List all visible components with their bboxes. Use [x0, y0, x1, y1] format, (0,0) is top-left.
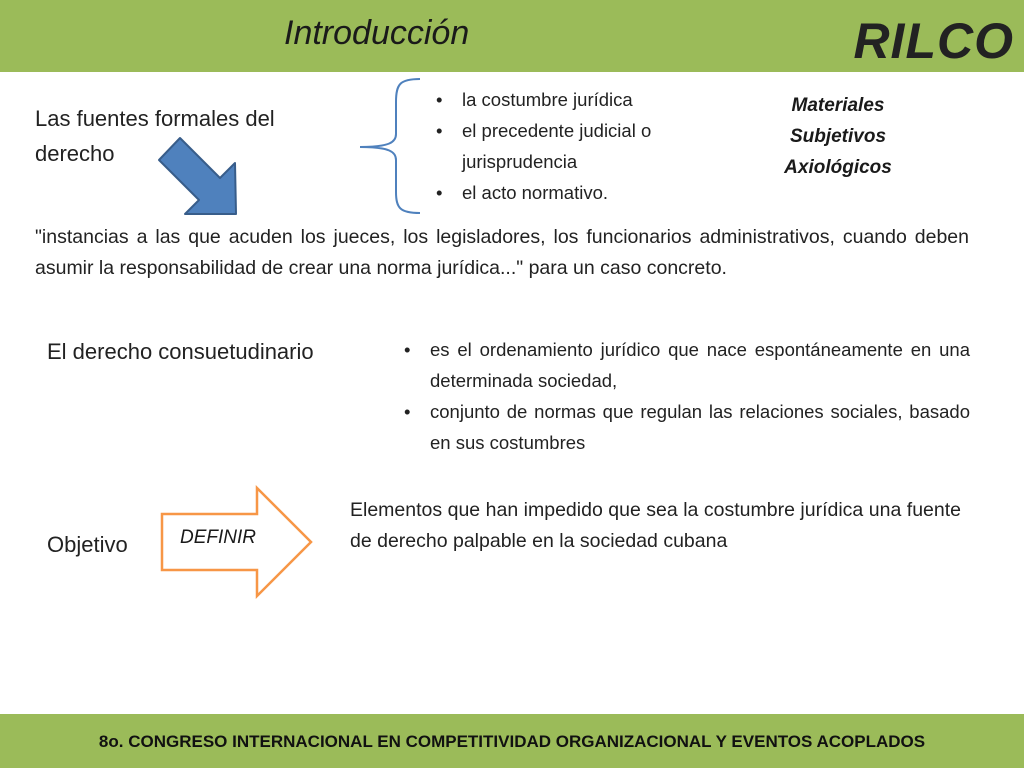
list-item: • el acto normativo. [428, 177, 728, 208]
down-right-arrow-icon [150, 130, 250, 225]
header-bar [0, 0, 1024, 72]
consuetudinario-title: El derecho consuetudinario [47, 339, 314, 364]
fuentes-tipos [758, 90, 918, 183]
footer-text: 8o. CONGRESO INTERNACIONAL EN COMPETITIVIDAD ORGANIZACIONAL Y EVENTOS ACOPLADOS [98, 732, 926, 751]
objetivo-text: Elementos que han impedido que sea la costumbre jurídica una fuente de derecho palpable en la sociedad cubana [350, 499, 961, 552]
definir-label: DEFINIR [180, 527, 256, 548]
tipo-materiales: Materiales [791, 95, 885, 116]
fuentes-list [428, 84, 728, 208]
fuentes-quote: "instancias a las que acuden los jueces, los legisladores, los funcionarios administrativos, cuando deben asumir la responsabilidad de crear una norma jurídica..." para un caso concreto. [35, 226, 969, 279]
list-item: • el precedente judicial o jurisprudencia [428, 115, 728, 177]
fuentes-title: Las fuentes formales del derecho [35, 106, 275, 166]
list-item: • conjunto de normas que regulan las relaciones sociales, basado en sus costumbres [396, 396, 970, 458]
slide-title: Introducción [284, 14, 470, 52]
consuetudinario-list [396, 334, 970, 458]
tipo-subjetivos: Subjetivos [789, 126, 887, 147]
objetivo-title: Objetivo [47, 532, 128, 557]
brand-logo: RILCO [853, 13, 1014, 69]
footer-bar [0, 714, 1024, 768]
list-item: • la costumbre jurídica [428, 84, 728, 115]
list-item: • es el ordenamiento jurídico que nace espontáneamente en una determinada sociedad, [396, 334, 970, 396]
tipo-axiologicos: Axiológicos [784, 157, 892, 178]
curly-bracket-icon [356, 76, 426, 216]
